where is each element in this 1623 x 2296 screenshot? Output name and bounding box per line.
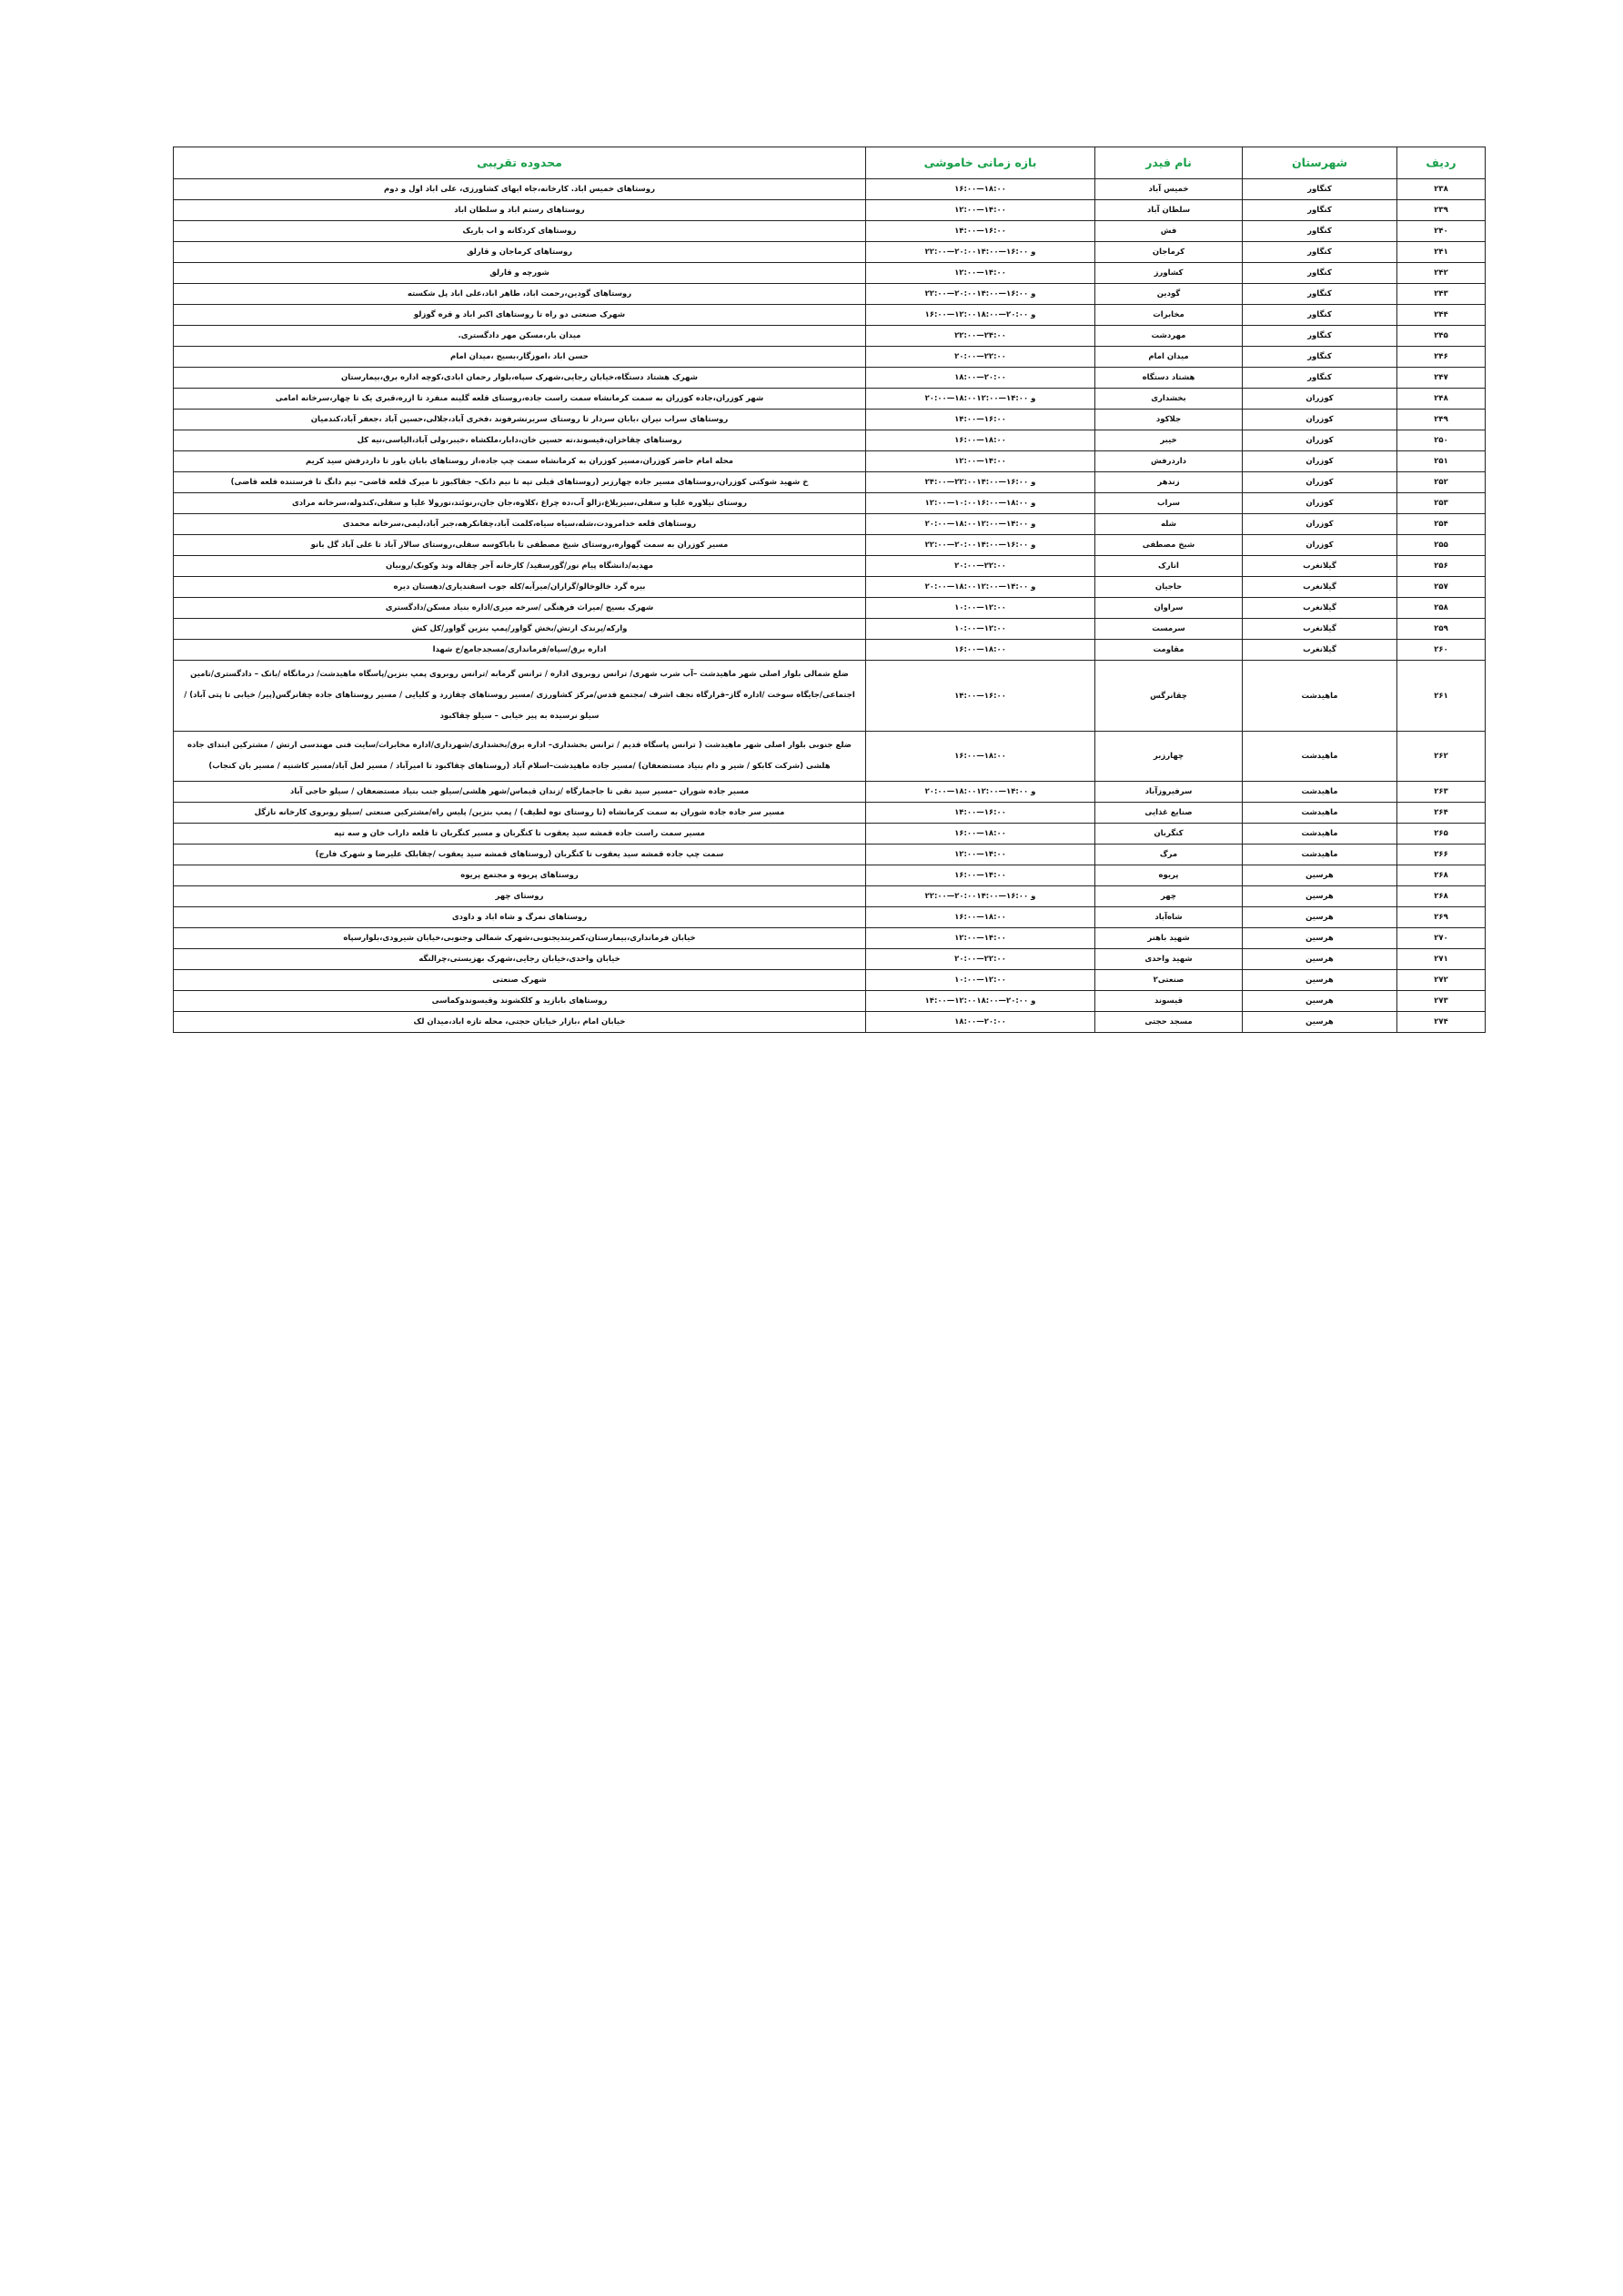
cell-feeder: سرمست [1095,619,1243,640]
cell-area: شهرک صنعتی [174,970,866,991]
cell-county: ماهیدشت [1243,732,1397,782]
cell-time-range: ۱۲:۰۰—۱۴:۰۰ [866,928,1095,949]
table-row [174,179,1486,200]
cell-feeder: کشاورز [1095,263,1243,284]
cell-county: هرسین [1243,991,1397,1012]
table-row [174,472,1486,493]
cell-feeder: مقاومت [1095,640,1243,661]
table-row [174,640,1486,661]
cell-feeder: انارک [1095,556,1243,577]
cell-feeder: شهید واحدی [1095,949,1243,970]
cell-time-range: ۱۲:۰۰—۱۴:۰۰ [866,200,1095,221]
cell-area: میدان بار،مسکن مهر دادگستری. [174,326,866,347]
cell-time-range: ۱۶:۰۰—۱۸:۰۰ [866,732,1095,782]
cell-county: هرسین [1243,928,1397,949]
cell-feeder: کنگربان [1095,824,1243,845]
cell-county: گیلانغرب [1243,556,1397,577]
cell-feeder: صنایع غذایی [1095,803,1243,824]
cell-row-number: ۲۷۱ [1397,949,1486,970]
cell-row-number: ۲۵۴ [1397,514,1486,535]
cell-area: شورچه و قارلق [174,263,866,284]
cell-county: کوزران [1243,410,1397,430]
cell-feeder: چهر [1095,886,1243,907]
cell-row-number: ۲۴۸ [1397,389,1486,410]
cell-feeder: میدان امام [1095,347,1243,368]
table-row [174,661,1486,732]
cell-time-range: ۱۲:۰۰—۱۴:۰۰ [866,845,1095,865]
cell-time-range: ۱۲:۰۰—۱۴:۰۰ [866,451,1095,472]
cell-county: کنگاور [1243,221,1397,242]
cell-time-range: ۱۴:۰۰—۱۶:۰۰ [866,803,1095,824]
cell-row-number: ۲۵۶ [1397,556,1486,577]
cell-feeder: شاه‌آباد [1095,907,1243,928]
cell-area: خیابان امام ،بازار خیابان حجتی، محله تازه اباد،میدان لک [174,1012,866,1033]
cell-area: روستاهای چقاخزان،قیسوند،ته حسین خان،دابار،ملکشاه ،خیبر،ولی آباد،الیاسی،نیه کل [174,430,866,451]
cell-row-number: ۲۶۴ [1397,803,1486,824]
cell-row-number: ۲۴۱ [1397,242,1486,263]
table-row [174,949,1486,970]
cell-time-range: ۱۶:۰۰—۱۴:۰۰ [866,865,1095,886]
cell-county: هرسین [1243,907,1397,928]
cell-row-number: ۲۷۳ [1397,991,1486,1012]
cell-time-range: ۲۰:۰۰—۱۸:۰۰و ۱۴:۰۰—۱۲:۰۰ [866,514,1095,535]
cell-area: ضلع جنوبی بلوار اصلی شهر ماهیدشت ( ترانس پاسگاه قدیم / ترانس بخشداری– اداره برق/بخشداری/شهرداری/اداره مخابرات/سایت فنی مهندسی ارتش / مشترکین ابتدای جاده هلشی (شرکت کابکو / شیر و دام بنیاد مستضعفان) /مسیر جاده ماهیدشت–اسلام آباد (روستاهای چقاکبود تا امیرآباد / مسیر لعل آباد/مسیر کاشنیه / مسیر بان کنجاب) [174,732,866,782]
cell-area: شهرک صنعتی دو راه تا روستاهای اکبر اباد و قره گوزلو [174,305,866,326]
cell-time-range: ۱۲:۰۰—۱۰:۰۰و ۱۸:۰۰—۱۶:۰۰ [866,493,1095,514]
cell-time-range: ۱۸:۰۰—۲۰:۰۰ [866,1012,1095,1033]
cell-row-number: ۲۵۸ [1397,598,1486,619]
cell-time-range: ۲۰:۰۰—۱۸:۰۰و ۱۴:۰۰—۱۲:۰۰ [866,782,1095,803]
cell-row-number: ۲۶۸ [1397,886,1486,907]
table-row [174,514,1486,535]
cell-row-number: ۲۷۴ [1397,1012,1486,1033]
cell-county: ماهیدشت [1243,845,1397,865]
cell-time-range: ۲۲:۰۰—۲۰:۰۰و ۱۶:۰۰—۱۴:۰۰ [866,886,1095,907]
cell-county: کنگاور [1243,305,1397,326]
cell-county: کنگاور [1243,242,1397,263]
cell-row-number: ۲۶۳ [1397,782,1486,803]
cell-row-number: ۲۶۶ [1397,845,1486,865]
cell-row-number: ۲۵۷ [1397,577,1486,598]
cell-area: مسیر سمت راست جاده قمشه سید یعقوب تا کنگربان و مسیر کنگربان تا قلعه داراب خان و سه تپه [174,824,866,845]
cell-time-range: ۲۰:۰۰—۲۲:۰۰ [866,347,1095,368]
cell-county: هرسین [1243,970,1397,991]
cell-feeder: مهردشت [1095,326,1243,347]
cell-row-number: ۲۵۰ [1397,430,1486,451]
cell-feeder: پریوه [1095,865,1243,886]
cell-feeder: فش [1095,221,1243,242]
cell-feeder: سراب [1095,493,1243,514]
cell-area: بیره گرد خالوخالو/گراران/میرآبه/کله جوب اسفندیاری/دهستان دیره [174,577,866,598]
cell-time-range: ۱۰:۰۰—۱۲:۰۰ [866,598,1095,619]
cell-row-number: ۲۶۱ [1397,661,1486,732]
cell-row-number: ۲۴۹ [1397,410,1486,430]
cell-feeder: مسجد حجتی [1095,1012,1243,1033]
cell-feeder: گودین [1095,284,1243,305]
cell-time-range: ۱۶:۰۰—۱۸:۰۰ [866,907,1095,928]
cell-time-range: ۱۶:۰۰—۱۸:۰۰ [866,824,1095,845]
cell-row-number: ۲۴۶ [1397,347,1486,368]
cell-time-range: ۱۰:۰۰—۱۲:۰۰ [866,619,1095,640]
cell-row-number: ۲۴۳ [1397,284,1486,305]
table-row [174,782,1486,803]
outage-schedule-table [173,147,1486,1033]
cell-area: روستاهای رستم اباد و سلطان اباد [174,200,866,221]
cell-area: روستاهای قلعه خدامرودت،شله،سیاه سیاه،کلمت آباد،چقانکرهه،جبر آباد،لیمی،سرخانه محمدی [174,514,866,535]
cell-county: هرسین [1243,865,1397,886]
cell-county: کوزران [1243,472,1397,493]
cell-row-number: ۲۳۸ [1397,179,1486,200]
cell-feeder: حاجیان [1095,577,1243,598]
cell-county: هرسین [1243,949,1397,970]
table-header-row [174,147,1486,179]
cell-county: گیلانغرب [1243,619,1397,640]
cell-time-range: ۱۴:۰۰—۱۶:۰۰ [866,661,1095,732]
cell-time-range: ۱۸:۰۰—۲۰:۰۰ [866,368,1095,389]
cell-feeder: سرفیروزآباد [1095,782,1243,803]
table-body [174,179,1486,1033]
cell-feeder: زندهر [1095,472,1243,493]
cell-time-range: ۱۶:۰۰—۱۸:۰۰ [866,179,1095,200]
cell-area: سمت چپ جاده قمشه سید یعقوب تا کنگربان (روستاهای قمشه سید یعقوب /چقابلک علیرضا و شهرک فارج) [174,845,866,865]
table-row [174,970,1486,991]
cell-area: خیابان فرمانداری،بیمارستان،کمربندیجنوبی،شهرک شمالی وجنوبی،خیابان شیرودی،بلوارسپاه [174,928,866,949]
cell-area: مسیر جاده شوران –مسیر سید نقی تا جاجمارگاه /زندان قیماس/شهر هلشی/سیلو جنب بنیاد مستضعفان / سیلو حاجی آباد [174,782,866,803]
cell-time-range: ۲۰:۰۰—۱۸:۰۰و ۱۴:۰۰—۱۲:۰۰ [866,577,1095,598]
cell-feeder: جلاکود [1095,410,1243,430]
cell-time-range: ۲۴:۰۰—۲۲:۰۰و ۱۶:۰۰—۱۴:۰۰ [866,472,1095,493]
header-time-range: بازه زمانی خاموشی [866,147,1095,179]
cell-feeder: شله [1095,514,1243,535]
cell-county: هرسین [1243,1012,1397,1033]
cell-time-range: ۲۰:۰۰—۱۸:۰۰و ۱۴:۰۰—۱۲:۰۰ [866,389,1095,410]
cell-row-number: ۲۴۲ [1397,263,1486,284]
table-row [174,410,1486,430]
cell-area: مسیر کوزران به سمت گهواره،روستای شیخ مصطفی تا باباکوسه سفلی،روستای سالار آباد تا علی آباد گل بانو [174,535,866,556]
table-row [174,200,1486,221]
cell-area: ضلع شمالی بلوار اصلی شهر ماهیدشت –آب شرب شهری/ ترانس روبروی اداره / ترانس گرمابه /ترانس روبروی پمپ بنزین/پاسگاه ماهیدشت/ درمانگاه /بانک – دادگستری/تامین اجتماعی/جایگاه سوخت /اداره گاز–قرارگاه نجف اشرف /مجتمع قدس/مرکز کشاورزی /مسیر روستاهای چقازرد و کلیایی / مسیر روستاهای جاده چقانرگس(پیر/ خیابی تا پتی آباد) /سیلو نرسیده به پیر خیابی – سیلو چقاکبود [174,661,866,732]
cell-area: شهرک بسیج /میراث فرهنگی /سرخه میری/اداره بنیاد مسکن/دادگستری [174,598,866,619]
cell-county: ماهیدشت [1243,824,1397,845]
table-row [174,928,1486,949]
cell-row-number: ۲۴۰ [1397,221,1486,242]
table-row [174,430,1486,451]
cell-area: خیابان واحدی،خیابان رجایی،شهرک بهزیستی،چرالنگه [174,949,866,970]
header-county: شهرستان [1243,147,1397,179]
cell-time-range: ۲۰:۰۰—۲۲:۰۰ [866,949,1095,970]
cell-county: کنگاور [1243,263,1397,284]
cell-row-number: ۲۵۹ [1397,619,1486,640]
cell-county: کنگاور [1243,179,1397,200]
table-row [174,493,1486,514]
cell-row-number: ۲۴۴ [1397,305,1486,326]
cell-area: روستاهای بابازید و کلکشوند وقیسوندوکماسی [174,991,866,1012]
cell-county: ماهیدشت [1243,803,1397,824]
table-row [174,347,1486,368]
cell-row-number: ۲۵۱ [1397,451,1486,472]
cell-county: کوزران [1243,493,1397,514]
cell-county: گیلانغرب [1243,640,1397,661]
cell-row-number: ۲۶۹ [1397,907,1486,928]
cell-row-number: ۲۶۲ [1397,732,1486,782]
cell-area: حسن اباد ،اموزگار،بسیج ،میدان امام [174,347,866,368]
table-row [174,732,1486,782]
table-row [174,907,1486,928]
table-row [174,991,1486,1012]
cell-time-range: ۲۰:۰۰—۲۲:۰۰ [866,556,1095,577]
cell-feeder: مرگ [1095,845,1243,865]
cell-area: روستاهای سراب نیران ،بابان سردار تا روستای سربرنشرفوند ،فخری آباد،جلالی،حسین آباد ،جعفر آباد،کندمیان [174,410,866,430]
header-row-number: ردیف [1397,147,1486,179]
header-feeder: نام فیدر [1095,147,1243,179]
cell-area: روستاهای گودین،رحمت اباد، طاهر اباد،علی اباد پل شکسته [174,284,866,305]
cell-feeder: کرماجان [1095,242,1243,263]
table-row [174,242,1486,263]
table-row [174,1012,1486,1033]
cell-row-number: ۲۵۵ [1397,535,1486,556]
table-row [174,598,1486,619]
cell-feeder: خمیس آباد [1095,179,1243,200]
cell-row-number: ۲۶۵ [1397,824,1486,845]
cell-time-range: ۱۴:۰۰—۱۲:۰۰و ۲۰:۰۰—۱۸:۰۰ [866,991,1095,1012]
cell-feeder: مخابرات [1095,305,1243,326]
cell-area: محله امام حاضر کوزران،مسیر کوزران به کرمانشاه سمت چپ جاده،از روستاهای بابان باور تا داردرفش سید کریم [174,451,866,472]
cell-feeder: شهید باهنر [1095,928,1243,949]
cell-county: کنگاور [1243,284,1397,305]
cell-county: کوزران [1243,535,1397,556]
cell-county: گیلانغرب [1243,577,1397,598]
table-row [174,619,1486,640]
cell-feeder: صنعتی۲ [1095,970,1243,991]
cell-row-number: ۲۵۲ [1397,472,1486,493]
cell-row-number: ۲۶۸ [1397,865,1486,886]
cell-time-range: ۱۲:۰۰—۱۴:۰۰ [866,263,1095,284]
cell-area: مسیر سر جاده جاده شوران به سمت کرمانشاه (تا روستای نوه لطیف) / پمپ بنزین/ پلیس راه/مشترکین صنعتی /سیلو روبروی کارخانه نازگل [174,803,866,824]
cell-feeder: سلطان آباد [1095,200,1243,221]
cell-area: روستاهای کردکانه و اب باریک [174,221,866,242]
cell-area: مهدیه/دانشگاه پیام نور/گورسفید/ کارخانه آجر چقاله وند وکویک/روبیان [174,556,866,577]
cell-time-range: ۲۲:۰۰—۲۴:۰۰ [866,326,1095,347]
cell-area: اداره برق/سپاه/فرمانداری/مسجدجامع/خ شهدا [174,640,866,661]
cell-area: شهرک هشتاد دستگاه،خیابان رجایی،شهرک سپاه،بلوار رحمان ابادی،کوچه اداره برق،بیمارستان [174,368,866,389]
table-row [174,451,1486,472]
cell-feeder: چقانرگس [1095,661,1243,732]
table-row [174,556,1486,577]
cell-area: روستاهای کرماجان و قارلق [174,242,866,263]
cell-county: هرسین [1243,886,1397,907]
cell-area: خ شهید شوکتی کوزران،روستاهای مسیر جاده چهارزبر (روستاهای قبلی تپه تا نیم دانک– جقاکبوز تا میرک قلعه قاضی– نیم دانگ تا فرستنده قلعه قاضی) [174,472,866,493]
table-row [174,845,1486,865]
table-row [174,577,1486,598]
cell-row-number: ۲۴۷ [1397,368,1486,389]
cell-area: روستای تیلاوره علیا و سفلی،سیزیلاغ،زالو آب،ده چراغ ،کلاوه،جان جان،رنوئند،نورولا علیا و سفلی،کندوله،سرخانه مرادی [174,493,866,514]
cell-feeder: داردرفش [1095,451,1243,472]
cell-row-number: ۲۷۰ [1397,928,1486,949]
cell-row-number: ۲۵۳ [1397,493,1486,514]
cell-county: کوزران [1243,451,1397,472]
cell-feeder: هشتاد دستگاه [1095,368,1243,389]
table-row [174,803,1486,824]
table-row [174,824,1486,845]
cell-feeder: خیبر [1095,430,1243,451]
cell-time-range: ۲۲:۰۰—۲۰:۰۰و ۱۶:۰۰—۱۴:۰۰ [866,535,1095,556]
cell-county: کنگاور [1243,326,1397,347]
cell-area: روستاهای پریوه و مجتمع پریوه [174,865,866,886]
table-row [174,221,1486,242]
table-row [174,535,1486,556]
cell-county: ماهیدشت [1243,661,1397,732]
cell-area: روستاهای خمیس اباد. کارخانه،جاه ابهای کشاورزی، علی اباد اول و دوم [174,179,866,200]
cell-feeder: قیسوند [1095,991,1243,1012]
cell-area: روستاهای نمرگ و شاه اباد و داودی [174,907,866,928]
cell-time-range: ۱۶:۰۰—۱۸:۰۰ [866,430,1095,451]
table-row [174,368,1486,389]
cell-county: کنگاور [1243,347,1397,368]
cell-time-range: ۱۴:۰۰—۱۶:۰۰ [866,221,1095,242]
table-row [174,865,1486,886]
cell-county: کنگاور [1243,200,1397,221]
cell-time-range: ۱۴:۰۰—۱۶:۰۰ [866,410,1095,430]
cell-county: کوزران [1243,430,1397,451]
cell-feeder: بخشداری [1095,389,1243,410]
cell-area: شهر کوزران،جاده کوزران به سمت کرمانشاه سمت راست جاده،روستای قلعه گلینه منفرد تا ازره،قبری یک تا چهار،سرخانه امامی [174,389,866,410]
cell-time-range: ۲۲:۰۰—۲۰:۰۰و ۱۶:۰۰—۱۴:۰۰ [866,284,1095,305]
cell-area: روستای چهر [174,886,866,907]
header-area: محدوده تقریبی [174,147,866,179]
cell-county: ماهیدشت [1243,782,1397,803]
cell-county: کوزران [1243,514,1397,535]
cell-row-number: ۲۶۰ [1397,640,1486,661]
table-row [174,305,1486,326]
cell-area: وارکه/پرندک ارتش/بخش گواور/پمپ بنزین گواور/کل کش [174,619,866,640]
cell-county: کوزران [1243,389,1397,410]
table-row [174,263,1486,284]
cell-county: کنگاور [1243,368,1397,389]
cell-county: گیلانغرب [1243,598,1397,619]
cell-feeder: چهارزبر [1095,732,1243,782]
cell-time-range: ۱۰:۰۰—۱۲:۰۰ [866,970,1095,991]
cell-feeder: شیخ مصطفی [1095,535,1243,556]
table-row [174,886,1486,907]
cell-row-number: ۲۳۹ [1397,200,1486,221]
table-row [174,326,1486,347]
table-row [174,389,1486,410]
cell-row-number: ۲۴۵ [1397,326,1486,347]
table-row [174,284,1486,305]
cell-time-range: ۲۲:۰۰—۲۰:۰۰و ۱۶:۰۰—۱۴:۰۰ [866,242,1095,263]
cell-time-range: ۱۶:۰۰—۱۸:۰۰ [866,640,1095,661]
cell-feeder: سراوان [1095,598,1243,619]
cell-row-number: ۲۷۲ [1397,970,1486,991]
cell-time-range: ۱۶:۰۰—۱۲:۰۰و ۲۰:۰۰—۱۸:۰۰ [866,305,1095,326]
